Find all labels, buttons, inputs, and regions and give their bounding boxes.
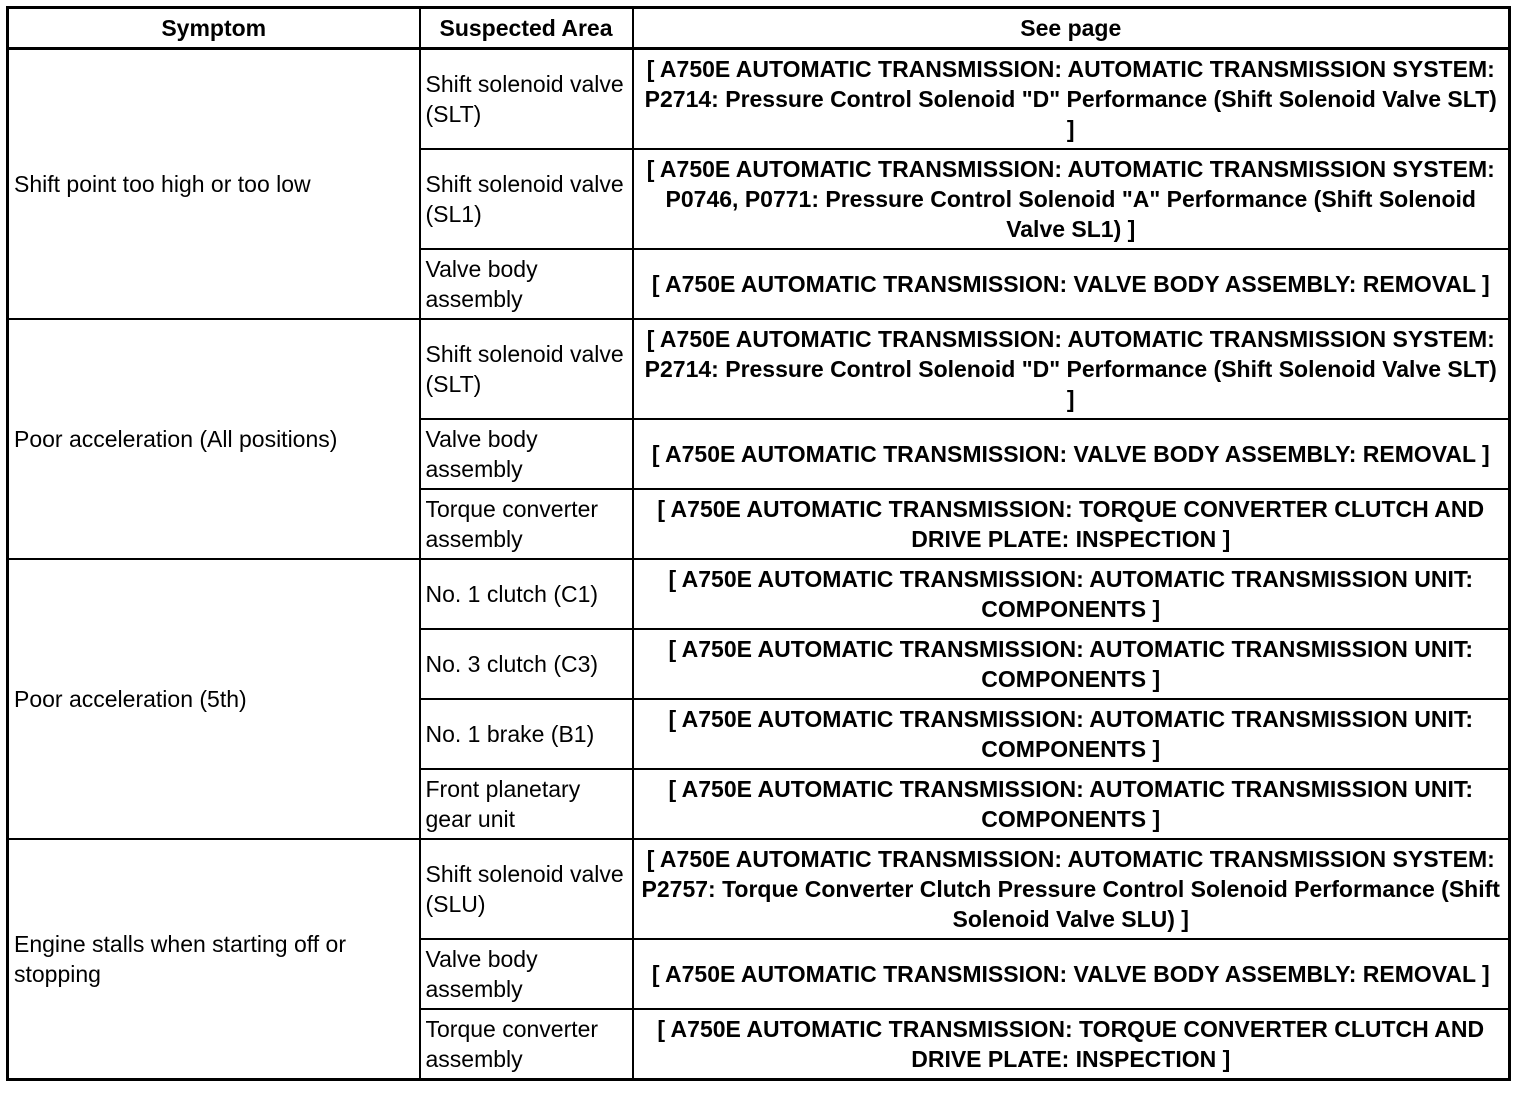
see-page-link[interactable]: [ A750E AUTOMATIC TRANSMISSION: AUTOMATIC TRANSMISSION UNIT: COMPONENTS ] (633, 769, 1510, 839)
header-see-page: See page (633, 8, 1510, 49)
header-symptom: Symptom (8, 8, 420, 49)
suspected-area-cell: Valve body assembly (420, 249, 633, 319)
see-page-link[interactable]: [ A750E AUTOMATIC TRANSMISSION: VALVE BODY ASSEMBLY: REMOVAL ] (633, 939, 1510, 1009)
symptom-cell: Engine stalls when starting off or stopping (8, 839, 420, 1080)
table-row (8, 49, 1510, 150)
table-row (8, 559, 1510, 629)
suspected-area-cell: Shift solenoid valve (SLT) (420, 319, 633, 419)
suspected-area-cell: Shift solenoid valve (SLT) (420, 49, 633, 150)
see-page-link[interactable]: [ A750E AUTOMATIC TRANSMISSION: VALVE BODY ASSEMBLY: REMOVAL ] (633, 249, 1510, 319)
see-page-link[interactable]: [ A750E AUTOMATIC TRANSMISSION: AUTOMATIC TRANSMISSION SYSTEM: P2714: Pressure Control Solenoid "D" Performance (Shift Solenoid Valve SLT) ] (633, 319, 1510, 419)
table-row (8, 319, 1510, 419)
symptom-table (6, 6, 1511, 1081)
diagnosis-table-container (6, 6, 1511, 1081)
symptom-cell: Poor acceleration (5th) (8, 559, 420, 839)
see-page-link[interactable]: [ A750E AUTOMATIC TRANSMISSION: AUTOMATIC TRANSMISSION SYSTEM: P2714: Pressure Control Solenoid "D" Performance (Shift Solenoid Valve SLT) ] (633, 49, 1510, 150)
suspected-area-cell: Torque converter assembly (420, 1009, 633, 1080)
suspected-area-cell: Torque converter assembly (420, 489, 633, 559)
table-header-row (8, 8, 1510, 49)
symptom-cell: Poor acceleration (All positions) (8, 319, 420, 559)
symptom-cell: Shift point too high or too low (8, 49, 420, 320)
see-page-link[interactable]: [ A750E AUTOMATIC TRANSMISSION: VALVE BODY ASSEMBLY: REMOVAL ] (633, 419, 1510, 489)
suspected-area-cell: Front planetary gear unit (420, 769, 633, 839)
see-page-link[interactable]: [ A750E AUTOMATIC TRANSMISSION: AUTOMATIC TRANSMISSION SYSTEM: P0746, P0771: Pressure Control Solenoid "A" Performance (Shift Solenoid Valve SL1) ] (633, 149, 1510, 249)
suspected-area-cell: Valve body assembly (420, 419, 633, 489)
suspected-area-cell: No. 1 clutch (C1) (420, 559, 633, 629)
suspected-area-cell: Shift solenoid valve (SLU) (420, 839, 633, 939)
header-suspected-area: Suspected Area (420, 8, 633, 49)
table-row (8, 839, 1510, 939)
see-page-link[interactable]: [ A750E AUTOMATIC TRANSMISSION: AUTOMATIC TRANSMISSION UNIT: COMPONENTS ] (633, 699, 1510, 769)
see-page-link[interactable]: [ A750E AUTOMATIC TRANSMISSION: TORQUE CONVERTER CLUTCH AND DRIVE PLATE: INSPECTION ] (633, 1009, 1510, 1080)
see-page-link[interactable]: [ A750E AUTOMATIC TRANSMISSION: TORQUE CONVERTER CLUTCH AND DRIVE PLATE: INSPECTION ] (633, 489, 1510, 559)
suspected-area-cell: No. 3 clutch (C3) (420, 629, 633, 699)
see-page-link[interactable]: [ A750E AUTOMATIC TRANSMISSION: AUTOMATIC TRANSMISSION UNIT: COMPONENTS ] (633, 559, 1510, 629)
see-page-link[interactable]: [ A750E AUTOMATIC TRANSMISSION: AUTOMATIC TRANSMISSION UNIT: COMPONENTS ] (633, 629, 1510, 699)
suspected-area-cell: Valve body assembly (420, 939, 633, 1009)
see-page-link[interactable]: [ A750E AUTOMATIC TRANSMISSION: AUTOMATIC TRANSMISSION SYSTEM: P2757: Torque Converter Clutch Pressure Control Solenoid Performance (Shift Solenoid Valve SLU) ] (633, 839, 1510, 939)
suspected-area-cell: Shift solenoid valve (SL1) (420, 149, 633, 249)
suspected-area-cell: No. 1 brake (B1) (420, 699, 633, 769)
